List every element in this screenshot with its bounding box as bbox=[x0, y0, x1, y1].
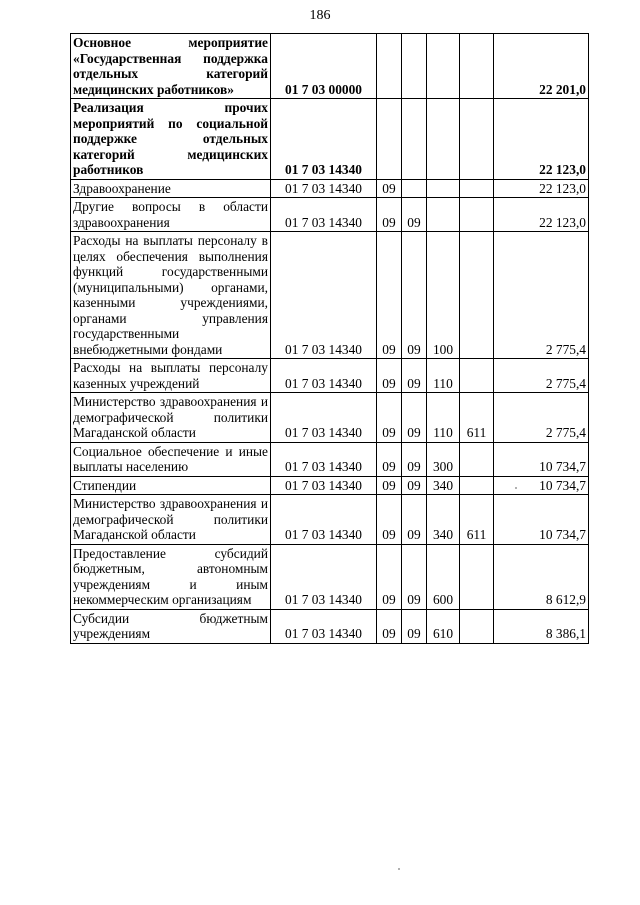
section-code-cell: 09 bbox=[377, 476, 402, 495]
target-article-code-cell: 01 7 03 14340 bbox=[271, 179, 377, 198]
table-row bbox=[71, 232, 589, 359]
subsection-code-cell: 09 bbox=[402, 476, 427, 495]
section-code-cell: 09 bbox=[377, 198, 402, 232]
target-article-code-cell: 01 7 03 14340 bbox=[271, 495, 377, 545]
subsection-code-cell: 09 bbox=[402, 393, 427, 443]
row-name-cell: Предоставление субсидий бюджетным, автономным учреждениям и иным некоммерческим организациям bbox=[71, 544, 271, 609]
table-row bbox=[71, 609, 589, 643]
table-row bbox=[71, 359, 589, 393]
table-row bbox=[71, 495, 589, 545]
table-row bbox=[71, 442, 589, 476]
section-code-cell: 09 bbox=[377, 544, 402, 609]
budget-table bbox=[70, 33, 589, 644]
amount-cell: 22 201,0 bbox=[494, 34, 589, 99]
administrator-code-cell bbox=[460, 99, 494, 180]
row-name-cell: Основное мероприятие «Государственная поддержка отдельных категорий медицинских работников» bbox=[71, 34, 271, 99]
administrator-code-cell bbox=[460, 476, 494, 495]
target-article-code-cell: 01 7 03 14340 bbox=[271, 198, 377, 232]
target-article-code-cell: 01 7 03 14340 bbox=[271, 393, 377, 443]
subsection-code-cell: 09 bbox=[402, 544, 427, 609]
amount-cell: 2 775,4 bbox=[494, 359, 589, 393]
target-article-code-cell: 01 7 03 14340 bbox=[271, 359, 377, 393]
row-name-cell: Министерство здравоохранения и демографической политики Магаданской области bbox=[71, 393, 271, 443]
row-name-cell: Расходы на выплаты персоналу казенных учреждений bbox=[71, 359, 271, 393]
target-article-code-cell: 01 7 03 14340 bbox=[271, 232, 377, 359]
subsection-code-cell: 09 bbox=[402, 198, 427, 232]
amount-cell: 8 612,9 bbox=[494, 544, 589, 609]
target-article-code-cell: 01 7 03 14340 bbox=[271, 609, 377, 643]
expense-type-code-cell bbox=[427, 198, 460, 232]
expense-type-code-cell: 110 bbox=[427, 359, 460, 393]
expense-type-code-cell bbox=[427, 34, 460, 99]
section-code-cell: 09 bbox=[377, 359, 402, 393]
amount-cell: 10 734,7 bbox=[494, 495, 589, 545]
amount-cell: 2 775,4 bbox=[494, 232, 589, 359]
subsection-code-cell: 09 bbox=[402, 442, 427, 476]
section-code-cell: 09 bbox=[377, 442, 402, 476]
amount-cell: 10 734,7 bbox=[494, 476, 589, 495]
amount-cell: 8 386,1 bbox=[494, 609, 589, 643]
target-article-code-cell: 01 7 03 14340 bbox=[271, 99, 377, 180]
administrator-code-cell bbox=[460, 198, 494, 232]
administrator-code-cell bbox=[460, 179, 494, 198]
section-code-cell: 09 bbox=[377, 393, 402, 443]
target-article-code-cell: 01 7 03 14340 bbox=[271, 442, 377, 476]
administrator-code-cell: 611 bbox=[460, 393, 494, 443]
administrator-code-cell bbox=[460, 544, 494, 609]
table-row bbox=[71, 393, 589, 443]
page-number: 186 bbox=[309, 8, 331, 23]
section-code-cell bbox=[377, 99, 402, 180]
row-name-cell: Реализация прочих мероприятий по социальной поддержке отдельных категорий медицинских работников bbox=[71, 99, 271, 180]
administrator-code-cell bbox=[460, 34, 494, 99]
section-code-cell: 09 bbox=[377, 495, 402, 545]
expense-type-code-cell bbox=[427, 99, 460, 180]
row-name-cell: Здравоохранение bbox=[71, 179, 271, 198]
subsection-code-cell: 09 bbox=[402, 359, 427, 393]
expense-type-code-cell bbox=[427, 179, 460, 198]
amount-cell: 22 123,0 bbox=[494, 99, 589, 180]
section-code-cell: 09 bbox=[377, 179, 402, 198]
table-row bbox=[71, 198, 589, 232]
table-row bbox=[71, 179, 589, 198]
administrator-code-cell: 611 bbox=[460, 495, 494, 545]
table-row bbox=[71, 34, 589, 99]
section-code-cell: 09 bbox=[377, 609, 402, 643]
section-code-cell bbox=[377, 34, 402, 99]
administrator-code-cell bbox=[460, 359, 494, 393]
subsection-code-cell: 09 bbox=[402, 495, 427, 545]
expense-type-code-cell: 340 bbox=[427, 476, 460, 495]
amount-cell: 2 775,4 bbox=[494, 393, 589, 443]
administrator-code-cell bbox=[460, 232, 494, 359]
subsection-code-cell bbox=[402, 99, 427, 180]
expense-type-code-cell: 340 bbox=[427, 495, 460, 545]
administrator-code-cell bbox=[460, 609, 494, 643]
expense-type-code-cell: 100 bbox=[427, 232, 460, 359]
scan-speck bbox=[398, 868, 400, 870]
subsection-code-cell bbox=[402, 34, 427, 99]
expense-type-code-cell: 610 bbox=[427, 609, 460, 643]
target-article-code-cell: 01 7 03 14340 bbox=[271, 544, 377, 609]
target-article-code-cell: 01 7 03 00000 bbox=[271, 34, 377, 99]
row-name-cell: Стипендии bbox=[71, 476, 271, 495]
budget-table-body bbox=[71, 34, 589, 644]
table-row bbox=[71, 99, 589, 180]
subsection-code-cell: 09 bbox=[402, 232, 427, 359]
table-row bbox=[71, 544, 589, 609]
expense-type-code-cell: 110 bbox=[427, 393, 460, 443]
amount-cell: 22 123,0 bbox=[494, 198, 589, 232]
amount-cell: 10 734,7 bbox=[494, 442, 589, 476]
amount-cell: 22 123,0 bbox=[494, 179, 589, 198]
row-name-cell: Субсидии бюджетным учреждениям bbox=[71, 609, 271, 643]
scan-speck bbox=[515, 487, 517, 489]
subsection-code-cell: 09 bbox=[402, 609, 427, 643]
expense-type-code-cell: 600 bbox=[427, 544, 460, 609]
subsection-code-cell bbox=[402, 179, 427, 198]
row-name-cell: Другие вопросы в области здравоохранения bbox=[71, 198, 271, 232]
row-name-cell: Социальное обеспечение и иные выплаты населению bbox=[71, 442, 271, 476]
section-code-cell: 09 bbox=[377, 232, 402, 359]
row-name-cell: Министерство здравоохранения и демографической политики Магаданской области bbox=[71, 495, 271, 545]
table-row bbox=[71, 476, 589, 495]
expense-type-code-cell: 300 bbox=[427, 442, 460, 476]
administrator-code-cell bbox=[460, 442, 494, 476]
row-name-cell: Расходы на выплаты персоналу в целях обеспечения выполнения функций государственными (муниципальными) органами, казенными учреждениями, органами управления государственными внебюджетными фондами bbox=[71, 232, 271, 359]
target-article-code-cell: 01 7 03 14340 bbox=[271, 476, 377, 495]
